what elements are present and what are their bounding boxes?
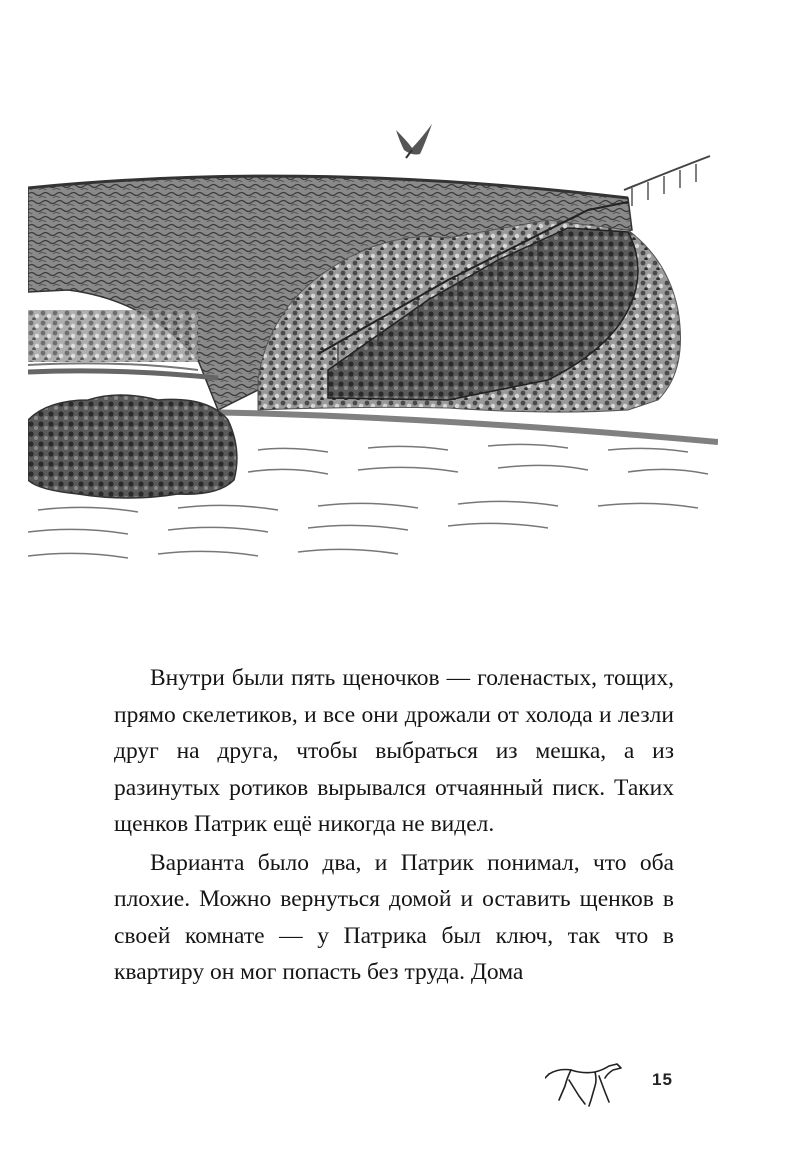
river-embankment xyxy=(198,412,718,442)
body-text xyxy=(114,660,674,991)
paragraph-1: Внутри были пять щеночков — голенастых, тощих, прямо скелетиков, и все они дрожали от холода и лезли друг на друга, чтобы выбраться из мешка, а из разинутых ротиков вырывался отчаянный писк. Таких щенков Патрик ещё никогда не видел. xyxy=(114,665,674,837)
bird-icon xyxy=(396,124,432,158)
page-number: 15 xyxy=(652,1070,673,1089)
bridge-river-illustration xyxy=(28,110,718,580)
foreground-bush xyxy=(28,395,237,498)
paragraph-2: Варианта было два, и Патрик понимал, что оба плохие. Можно вернуться домой и оставить щенков в своей комнате — у Патрика был ключ, так что в квартиру он мог попасть без труда. Дома xyxy=(114,849,674,985)
bridge-railing xyxy=(624,156,710,190)
running-dog-icon xyxy=(545,1056,623,1108)
